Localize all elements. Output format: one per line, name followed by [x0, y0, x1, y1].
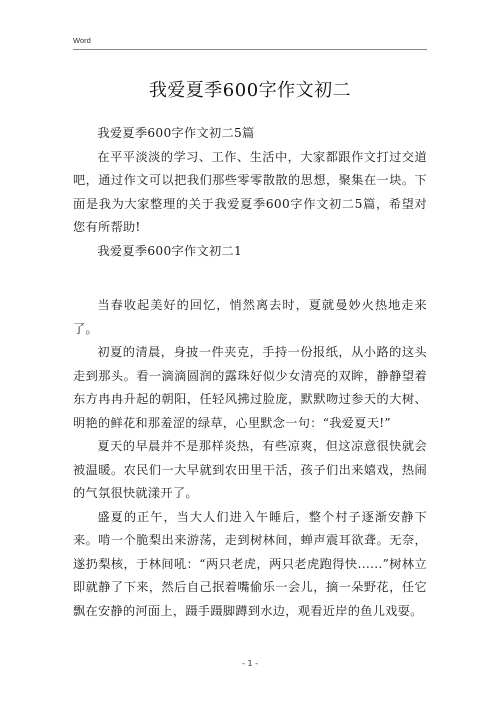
subtitle-paragraph: 我爱夏季600字作文初二5篇 [97, 126, 255, 140]
header-label: Word [73, 36, 91, 45]
blank-line [73, 263, 427, 294]
body-paragraph: 夏天的早晨并不是那样炎热，有些凉爽，但这凉意很快就会被温暖。农民们一大早就到农田里干活，孩子们出来嬉戏，热闹的气氛很快就漾开了。 [73, 439, 427, 500]
intro-paragraph: 在平平淡淡的学习、工作、生活中，大家都跟作文打过交道吧，通过作文可以把我们那些零零散散的思想，聚集在一块。下面是我为大家整理的关于我爱夏季600字作文初二5篇，希望对您有所帮助! [73, 149, 427, 234]
page-number: - 1 - [242, 659, 258, 668]
body-paragraph: 当春收起美好的回忆，悄然离去时，夏就曼妙火热地走来了。 [73, 298, 427, 336]
document-body [73, 122, 427, 623]
header-divider [73, 49, 427, 50]
body-paragraph: 初夏的清晨，身披一件夹克，手持一份报纸，从小路的这头走到那头。看一滴滴圆润的露珠好似少女清亮的双眸，静静望着东方冉冉升起的朝阳，任轻风拂过脸庞，默默吻过参天的大树、明艳的鲜花和那羞涩的绿草，心里默念一句：“我爱夏天!” [73, 345, 427, 430]
document-title: 我爱夏季600字作文初二 [148, 80, 352, 101]
body-paragraph: 盛夏的正午，当大人们进入午睡后，整个村子逐渐安静下来。啃一个脆梨出来游荡，走到树林间，蝉声震耳欲聋。无奈，遂扔梨核，于林间吼：“两只老虎，两只老虎跑得快......”树林立即就静了下来，然后自己抿着嘴偷乐一会儿，摘一朵野花，任它飘在安静的河面上，蹑手蹑脚蹲到水边，观看近岸的鱼儿戏耍。 [73, 509, 427, 618]
section-heading: 我爱夏季600字作文初二1 [97, 243, 242, 258]
